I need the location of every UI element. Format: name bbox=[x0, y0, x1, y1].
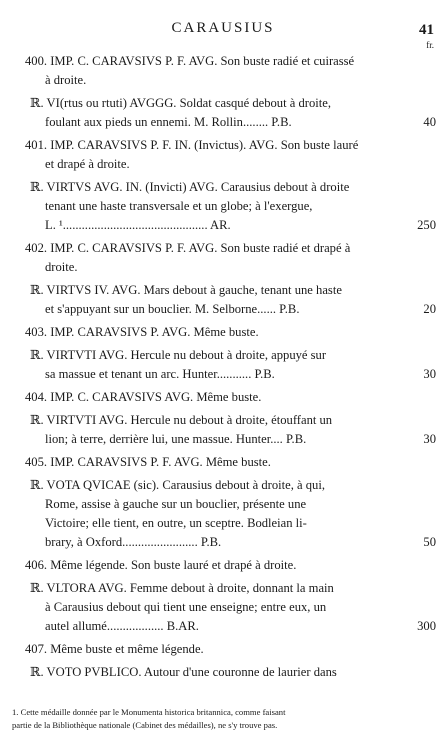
catalog-line-price: 250 bbox=[417, 218, 436, 232]
catalog-line bbox=[0, 579, 446, 598]
catalog-line bbox=[0, 598, 446, 617]
catalog-line-text: 406. Même légende. Son buste lauré et drapé à droite. bbox=[25, 558, 297, 572]
catalog-line bbox=[0, 113, 446, 132]
catalog-line bbox=[0, 453, 446, 472]
catalog-line-text: à droite. bbox=[45, 73, 87, 87]
catalog-line-text: L. ¹.............................................. AR. bbox=[45, 218, 231, 232]
catalog-line bbox=[0, 300, 446, 319]
catalog-line-text: à Carausius debout qui tient une enseigne; entre eux, un bbox=[45, 600, 327, 614]
catalog-line bbox=[0, 178, 446, 197]
catalog-line-text: ℝ. VIRTVTI AVG. Hercule nu debout à droite, appuyé sur bbox=[30, 348, 327, 362]
catalog-line bbox=[0, 94, 446, 113]
catalog-line-text: 400. IMP. C. CARAVSIVS P. F. AVG. Son buste radié et cuirassé bbox=[25, 54, 355, 68]
footnote-line-1: 1. Cette médaille donnée par le Monumenta historica britannica, comme faisant bbox=[12, 707, 286, 717]
catalog-line bbox=[0, 155, 446, 174]
catalog-line-text: et drapé à droite. bbox=[45, 157, 130, 171]
catalog-line-text: 403. IMP. CARAVSIVS P. AVG. Même buste. bbox=[25, 325, 259, 339]
catalog-line bbox=[0, 663, 446, 682]
catalog-line bbox=[0, 323, 446, 342]
catalog-line bbox=[0, 197, 446, 216]
catalog-line-price: 20 bbox=[423, 302, 436, 316]
catalog-line-text: et s'appuyant sur un bouclier. M. Selborne...... P.B. bbox=[45, 302, 300, 316]
catalog-line bbox=[0, 136, 446, 155]
catalog-line-price: 30 bbox=[423, 432, 436, 446]
catalog-line-text: ℝ. VOTA QVICAE (sic). Carausius debout à droite, à qui, bbox=[30, 478, 325, 492]
catalog-line bbox=[0, 216, 446, 235]
catalog-line-text: autel allumé.................. B.AR. bbox=[45, 619, 199, 633]
page-number: 41 bbox=[419, 22, 434, 38]
catalog-line bbox=[0, 365, 446, 384]
catalog-line-text: ℝ. VOTO PVBLICO. Autour d'une couronne de laurier dans bbox=[30, 665, 337, 679]
catalog-line-text: brary, à Oxford........................ P.B. bbox=[45, 535, 222, 549]
catalog-line-price: 50 bbox=[423, 535, 436, 549]
catalog-line bbox=[0, 617, 446, 636]
currency-unit: fr. bbox=[426, 40, 434, 50]
catalog-line bbox=[0, 71, 446, 90]
catalog-line-text: 402. IMP. C. CARAVSIVS P. F. AVG. Son buste radié et drapé à bbox=[25, 241, 351, 255]
catalog-line bbox=[0, 52, 446, 71]
catalog-line bbox=[0, 533, 446, 552]
catalog-line bbox=[0, 556, 446, 575]
catalog-line-text: ℝ. VLTORA AVG. Femme debout à droite, donnant la main bbox=[30, 581, 334, 595]
catalog-line-price: 30 bbox=[423, 367, 436, 381]
catalog-line-price: 40 bbox=[423, 115, 436, 129]
catalog-line bbox=[0, 258, 446, 277]
catalog-line bbox=[0, 514, 446, 533]
catalog-line-text: 407. Même buste et même légende. bbox=[25, 642, 204, 656]
catalog-line-text: Rome, assise à gauche sur un bouclier, présente une bbox=[45, 497, 307, 511]
catalog-line-text: ℝ. VIRTVTI AVG. Hercule nu debout à droite, étouffant un bbox=[30, 413, 333, 427]
catalog-line bbox=[0, 411, 446, 430]
catalog-line-text: foulant aux pieds un ennemi. M. Rollin........ P.B. bbox=[45, 115, 292, 129]
catalog-line bbox=[0, 239, 446, 258]
catalog-line bbox=[0, 388, 446, 407]
catalog-line-text: 405. IMP. CARAVSIVS P. F. AVG. Même buste. bbox=[25, 455, 271, 469]
catalog-line bbox=[0, 495, 446, 514]
catalog-line-text: 401. IMP. CARAVSIVS P. F. IN. (Invictus). AVG. Son buste lauré bbox=[25, 138, 359, 152]
catalog-line-text: 404. IMP. C. CARAVSIVS AVG. Même buste. bbox=[25, 390, 262, 404]
footnote bbox=[12, 706, 436, 732]
catalog-line bbox=[0, 430, 446, 449]
catalog-line-text: tenant une haste transversale et un globe; à l'exergue, bbox=[45, 199, 313, 213]
catalog-line-text: Victoire; elle tient, en outre, un sceptre. Bodleian li- bbox=[45, 516, 307, 530]
catalog-line-text: ℝ. VI(rtus ou rtuti) AVGGG. Soldat casqué debout à droite, bbox=[30, 96, 332, 110]
footnote-line-2: partie de la Bibliothèque nationale (Cabinet des médailles), ne s'y trouve pas. bbox=[12, 720, 278, 730]
running-head-title: CARAUSIUS bbox=[171, 20, 275, 36]
catalog-line bbox=[0, 640, 446, 659]
catalog-line bbox=[0, 346, 446, 365]
catalog-line-text: ℝ. VIRTVS IV. AVG. Mars debout à gauche, tenant une haste bbox=[30, 283, 342, 297]
catalog-line-price: 300 bbox=[417, 619, 436, 633]
catalog-line-text: sa massue et tenant un arc. Hunter........... P.B. bbox=[45, 367, 275, 381]
catalog-line bbox=[0, 281, 446, 300]
catalog-line-text: droite. bbox=[45, 260, 78, 274]
catalog-line bbox=[0, 476, 446, 495]
catalog-line-text: lion; à terre, derrière lui, une massue. Hunter.... P.B. bbox=[45, 432, 307, 446]
catalog-line-text: ℝ. VIRTVS AVG. IN. (Invicti) AVG. Carausius debout à droite bbox=[30, 180, 350, 194]
